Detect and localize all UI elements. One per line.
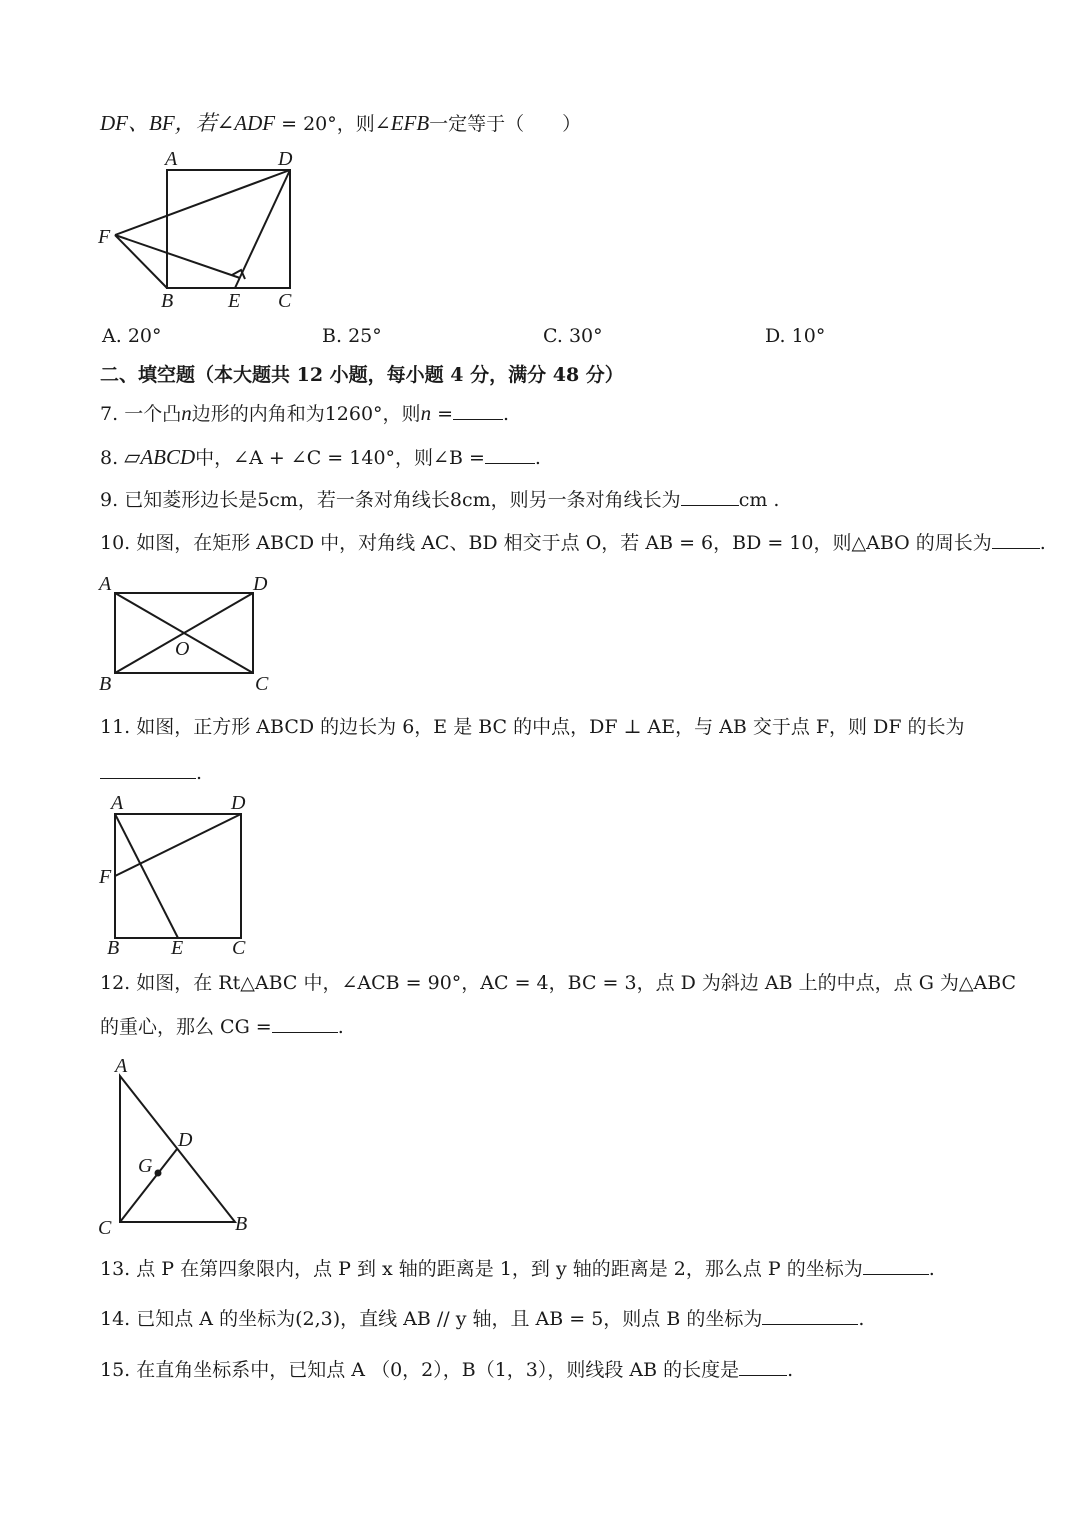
q12-figure (95, 1050, 275, 1240)
q12-label-g: G (138, 1155, 153, 1177)
q11-label-c: C (232, 937, 246, 959)
q10: 10. 如图，在矩形 ABCD 中，对角线 AC、BD 相交于点 O，若 AB = 6，BD = 10，则△ABO 的周长为 . (100, 532, 1046, 554)
q9-answer-blank[interactable] (681, 487, 739, 506)
q6-square-abcd (167, 170, 290, 288)
q12-label-a: A (115, 1055, 128, 1077)
q6-option-b: B. 25° (322, 325, 382, 347)
q7-answer-blank[interactable] (453, 401, 503, 420)
q6-label-a: A (165, 148, 178, 170)
q10-label-d: D (253, 573, 268, 595)
q11-segment-ae (115, 814, 178, 938)
q10-figure (95, 568, 285, 698)
q6-figure (95, 145, 315, 315)
q11-label-e: E (171, 937, 184, 959)
q10-label-o: O (175, 638, 190, 660)
q8-answer-blank[interactable] (485, 445, 535, 464)
q12-label-c: C (98, 1217, 112, 1239)
q11-figure (95, 790, 265, 960)
q6-option-d: D. 10° (765, 325, 826, 347)
q10-label-b: B (99, 673, 112, 695)
q6-stem-tail (100, 111, 581, 136)
q8: 8. ▱ABCD中，∠A + ∠C = 140°，则∠B = . (100, 445, 541, 469)
q6-tail-c: = 20°，则∠ (275, 113, 391, 135)
q10-label-c: C (255, 673, 269, 695)
q11: 11. 如图，正方形 ABCD 的边长为 6，E 是 BC 的中点，DF ⊥ AE，与 AB 交于点 F，则 DF 的长为 (100, 716, 965, 738)
q11-label-a: A (111, 792, 124, 814)
q12-line2: 的重心，那么 CG = . (100, 1016, 344, 1038)
q14: 14. 已知点 A 的坐标为(2,3)，直线 AB // y 轴，且 AB = 5，则点 B 的坐标为 . (100, 1308, 865, 1330)
q6-label-c: C (278, 290, 292, 312)
q11-label-d: D (231, 792, 246, 814)
q11-square-abcd (115, 814, 241, 938)
q11-label-f: F (99, 866, 112, 888)
q13-answer-blank[interactable] (863, 1256, 929, 1275)
q6-label-d: D (278, 148, 293, 170)
q12-centroid-point (155, 1170, 162, 1177)
q6-option-c: C. 30° (543, 325, 603, 347)
q11-label-b: B (107, 937, 120, 959)
q15: 15. 在直角坐标系中，已知点 A （0，2），B（1，3），则线段 AB 的长度是 . (100, 1359, 794, 1381)
q11-answer-blank[interactable] (100, 760, 196, 779)
q9: 9. 已知菱形边长是5cm，若一条对角线长8cm，则另一条对角线长为 cm . (100, 489, 780, 511)
q7: 7. 一个凸n边形的内角和为1260°，则n = . (100, 401, 510, 425)
q12-answer-blank[interactable] (272, 1014, 338, 1033)
q6-tail-a: DF、BF，若∠ (100, 111, 235, 135)
q11-segment-df (115, 814, 241, 876)
q6-segment-fe (115, 235, 240, 278)
q6-tail-d: EFB (390, 111, 430, 135)
q11-answer-line: . (100, 760, 202, 785)
q10-answer-blank[interactable] (992, 530, 1040, 549)
q13: 13. 点 P 在第四象限内，点 P 到 x 轴的距离是 1，到 y 轴的距离是 2，那么点 P 的坐标为 . (100, 1258, 935, 1280)
q15-answer-blank[interactable] (739, 1357, 787, 1376)
q6-label-e: E (228, 290, 241, 312)
q10-label-a: A (99, 573, 112, 595)
q6-option-a: A. 20° (102, 325, 162, 347)
q12-label-d: D (178, 1129, 193, 1151)
q6-label-f: F (98, 226, 111, 248)
q6-tail-e: 一定等于（ ） (429, 113, 582, 135)
q6-tail-b: ADF (234, 111, 276, 135)
section-2-title: 二、填空题（本大题共 12 小题，每小题 4 分，满分 48 分） (100, 364, 624, 386)
q12: 12. 如图，在 Rt△ABC 中，∠ACB = 90°，AC = 4，BC = 3，点 D 为斜边 AB 上的中点，点 G 为△ABC (100, 972, 1017, 994)
q6-label-b: B (161, 290, 174, 312)
q12-label-b: B (235, 1213, 248, 1235)
q14-answer-blank[interactable] (762, 1306, 858, 1325)
